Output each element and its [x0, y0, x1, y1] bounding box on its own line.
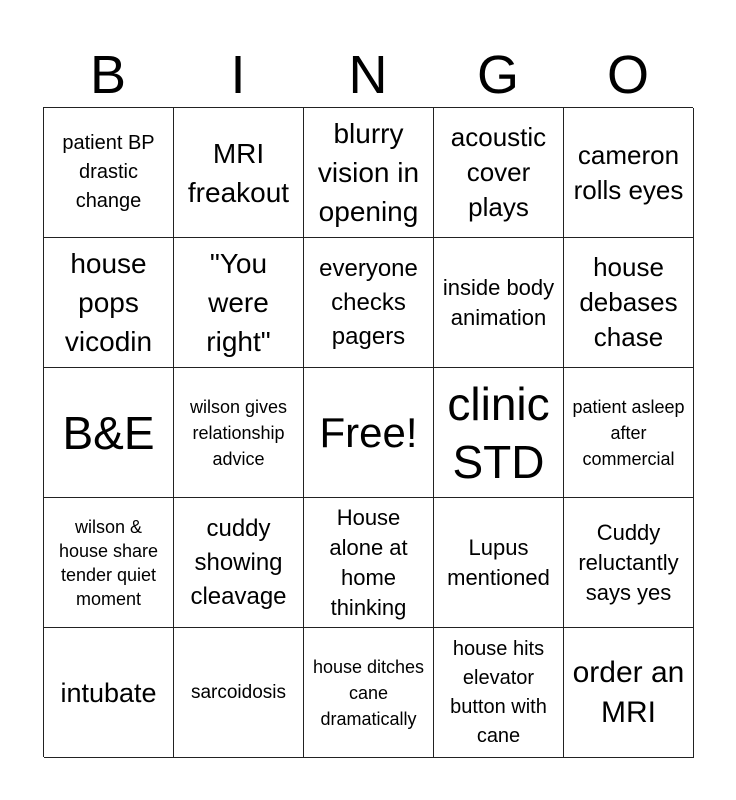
- bingo-cell[interactable]: [434, 498, 564, 628]
- cell-text: Lupus mentioned: [447, 534, 550, 590]
- header-letter-i: I: [230, 45, 246, 105]
- bingo-cell[interactable]: [564, 238, 694, 368]
- bingo-cell[interactable]: [304, 368, 434, 498]
- bingo-cell[interactable]: [564, 628, 694, 758]
- cell-text: intubate: [60, 677, 157, 708]
- header-letter-n: N: [348, 45, 388, 105]
- bingo-cell[interactable]: [434, 108, 564, 238]
- bingo-cell[interactable]: [434, 238, 564, 368]
- cell-text: inside body animation: [442, 274, 555, 330]
- cell-text: B&E: [62, 406, 155, 459]
- cell-text: patient asleep after commercial: [572, 396, 685, 469]
- header-letter-g: G: [476, 45, 519, 105]
- cell-text: Free!: [319, 408, 418, 456]
- cell-text: House alone at home thinking: [329, 504, 408, 620]
- cell-text: cuddy showing cleavage: [190, 514, 287, 610]
- header-letter-b: B: [89, 45, 127, 105]
- cell-text: house pops vicodin: [64, 248, 153, 357]
- bingo-cell[interactable]: [174, 238, 304, 368]
- bingo-cell[interactable]: [564, 108, 694, 238]
- cell-text: cameron rolls eyes: [573, 139, 684, 205]
- bingo-cell[interactable]: [174, 498, 304, 628]
- bingo-cell[interactable]: [434, 368, 564, 498]
- bingo-cell[interactable]: [44, 238, 174, 368]
- cell-text: acoustic cover plays: [450, 122, 547, 222]
- bingo-cell[interactable]: [44, 108, 174, 238]
- cell-text: wilson gives relationship advice: [189, 396, 288, 469]
- bingo-cell[interactable]: [304, 628, 434, 758]
- cell-text: blurry vision in opening: [317, 118, 420, 227]
- header-letter-o: O: [606, 45, 649, 105]
- cell-text: sarcoidosis: [190, 682, 287, 703]
- cell-text: order an MRI: [572, 655, 685, 729]
- bingo-cell[interactable]: [174, 108, 304, 238]
- cell-text: clinic STD: [447, 377, 550, 488]
- bingo-cell[interactable]: [44, 368, 174, 498]
- cell-text: house ditches cane dramatically: [312, 656, 425, 729]
- bingo-grid: [43, 107, 693, 757]
- bingo-cell[interactable]: [304, 498, 434, 628]
- bingo-cell[interactable]: [44, 628, 174, 758]
- bingo-cell[interactable]: [44, 498, 174, 628]
- cell-text: house hits elevator button with cane: [450, 637, 547, 747]
- cell-text: MRI freakout: [187, 137, 290, 208]
- bingo-header: [43, 42, 693, 108]
- cell-text: house debases chase: [579, 252, 678, 352]
- bingo-cell[interactable]: [564, 368, 694, 498]
- bingo-cell[interactable]: [174, 628, 304, 758]
- bingo-cell[interactable]: [304, 108, 434, 238]
- bingo-cell[interactable]: [434, 628, 564, 758]
- cell-text: patient BP drastic change: [62, 132, 155, 212]
- bingo-cell[interactable]: [174, 368, 304, 498]
- cell-text: everyone checks pagers: [319, 254, 418, 350]
- bingo-cell[interactable]: [304, 238, 434, 368]
- cell-text: wilson & house share tender quiet moment: [58, 516, 159, 609]
- cell-text: "You were right": [206, 248, 271, 357]
- cell-text: Cuddy reluctantly says yes: [578, 519, 679, 605]
- bingo-cell[interactable]: [564, 498, 694, 628]
